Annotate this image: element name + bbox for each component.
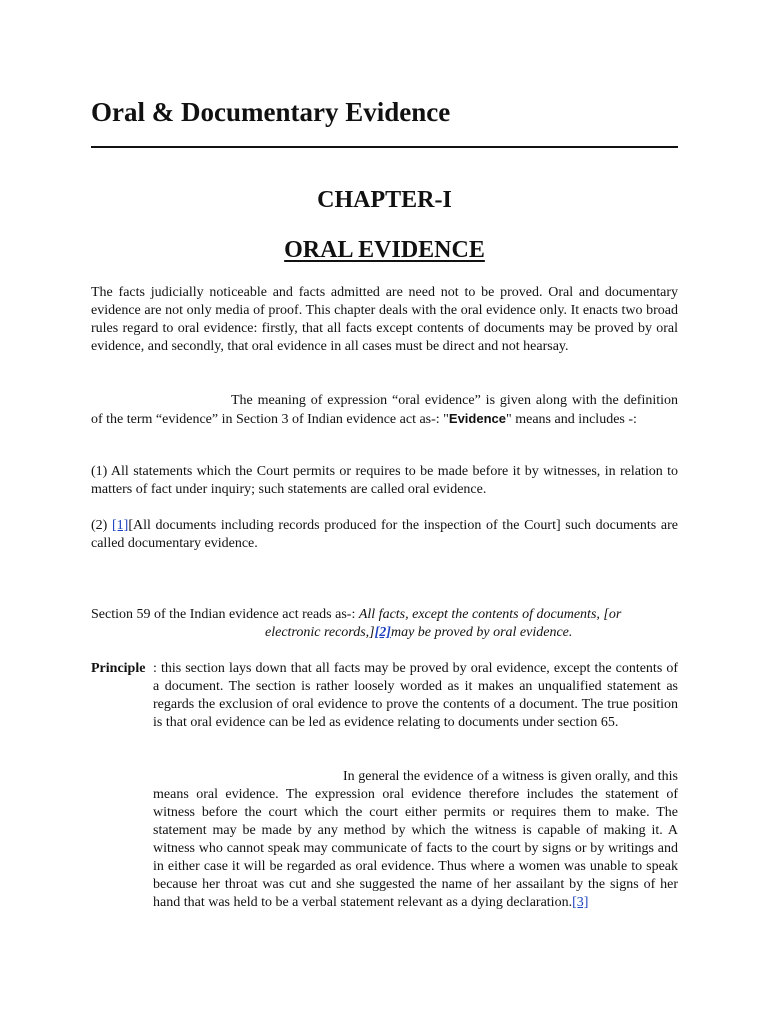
footnote-link-2[interactable]: [2] <box>374 625 391 640</box>
general-paragraph <box>153 768 678 912</box>
section-59-lead: Section 59 of the Indian evidence act reads as-: <box>91 607 359 622</box>
title-divider <box>91 146 678 148</box>
meaning-text: The meaning of expression “oral evidence” is given along with the definition of the term “evidence” in Section 3 of Indian evidence act as-: " <box>91 393 678 427</box>
section-59-quote-3: may be proved by oral evidence. <box>390 625 573 640</box>
section-59-quote-1: All facts, except the contents of documents, [or <box>358 607 622 622</box>
footnote-link-3[interactable]: [3] <box>572 895 589 910</box>
clause-1: (1) All statements which the Court permits or requires to be made before it by witnesses, in relation to matters of fact under inquiry; such statements are called oral evidence. <box>91 464 678 497</box>
meaning-text-end: " means and includes -: <box>506 412 637 427</box>
clause-2 <box>91 517 678 553</box>
section-59-quote-2: electronic records,] <box>265 625 375 640</box>
evidence-term: Evidence <box>448 411 506 426</box>
chapter-heading: CHAPTER-I <box>317 187 452 213</box>
section-59-line-1 <box>91 606 678 624</box>
meaning-paragraph <box>91 392 678 429</box>
general-text: In general the evidence of a witness is given orally, and this means oral evidence. The expression oral evidence therefore includes the statement of witness before the court which the court either permits or requires them to make. The statement may be made by any method by which the witness is capable of making it. A witness who cannot speak may communicate of facts to the court by signs or by writings and in either case it will be regarded as oral evidence. Thus where a women was unable to speak because her throat was cut and she suggested the name of her assailant by the signs of her hand that was held to be a verbal statement relevant as a dying declaration. <box>153 769 678 910</box>
section-heading-text: ORAL EVIDENCE <box>284 237 485 263</box>
section-59-line-2 <box>265 624 572 642</box>
principle-label: Principle <box>91 661 146 676</box>
clause-2-text: [All documents including records produced for the inspection of the Court] such documents are called documentary evidence. <box>91 518 679 551</box>
document-title: Oral & Documentary Evidence <box>91 97 451 127</box>
section-heading <box>91 234 678 266</box>
clause-2-number: (2) <box>91 518 112 533</box>
footnote-link-1[interactable]: [1] <box>112 518 129 533</box>
principle-text: : this section lays down that all facts may be proved by oral evidence, except the contents of a document. The section is rather loosely worded as it makes an unqualified statement as regards the exclusion of oral evidence to prove the contents of a document. The true position is that oral evidence can be led as evidence relating to documents under section 65. <box>153 661 678 730</box>
intro-paragraph: The facts judicially noticeable and facts admitted are need not to be proved. Oral and documentary evidence are not only media of proof. This chapter deals with the oral evidence only. It enacts two broad rules regard to oral evidence: firstly, that all facts except contents of documents may be proved by oral evidence, and secondly, that oral evidence in all cases must be direct and not hearsay. <box>91 285 678 354</box>
